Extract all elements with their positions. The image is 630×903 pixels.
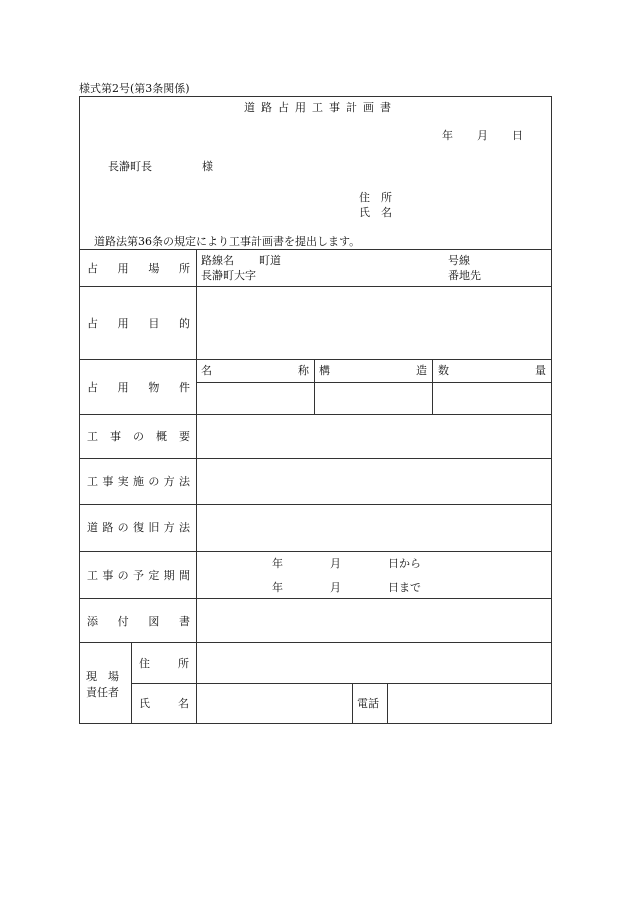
phone-label-right: [387, 683, 388, 724]
lot-label: 番地先: [448, 269, 481, 282]
method-field[interactable]: [198, 460, 550, 503]
phone-label-left: [352, 683, 353, 724]
label-method: [87, 476, 190, 487]
label-objects-text: 占 用 物 件: [87, 381, 190, 394]
site-manager-name-text: 氏 名: [139, 697, 189, 710]
town-road-label: 町道: [259, 254, 281, 267]
label-summary-text: 工 事 の 概 要: [87, 430, 190, 443]
route-name-field[interactable]: [228, 252, 260, 267]
district-field[interactable]: [262, 267, 445, 282]
period-start-month: 月: [330, 557, 341, 570]
label-column-divider: [196, 249, 197, 643]
form-number-label: 様式第2号(第3条関係): [79, 82, 190, 95]
label-period-text: 工 事 の 予 定 期 間: [87, 569, 190, 582]
objects-structure-field[interactable]: [316, 384, 431, 413]
row-line-site-manager-mid: [131, 683, 552, 684]
frame-left: [79, 96, 80, 724]
site-manager-label-line1: 現 場: [86, 670, 119, 683]
period-end-year: 年: [272, 581, 283, 594]
summary-field[interactable]: [198, 416, 550, 457]
site-manager-name-label: [139, 698, 189, 709]
site-manager-name-field[interactable]: [198, 685, 351, 722]
period-start-year: 年: [272, 557, 283, 570]
row-line-header: [79, 249, 552, 250]
period-end-month: 月: [330, 581, 341, 594]
addressee-honorific: 様: [202, 160, 213, 173]
row-line-summary: [79, 458, 552, 459]
row-line-restore: [79, 551, 552, 552]
label-purpose-text: 占 用 目 的: [87, 317, 190, 330]
route-number-label: 号線: [448, 254, 470, 267]
form-title: 道路占用工事計画書: [244, 101, 397, 114]
site-manager-address-label: [139, 658, 189, 669]
label-attachments-text: 添 付 図 書: [87, 615, 190, 628]
frame-top: [79, 96, 552, 97]
row-line-period: [79, 598, 552, 599]
label-location-text: 占 用 場 所: [87, 262, 190, 275]
label-period: [87, 570, 190, 581]
district-label: 長瀞町大字: [201, 269, 256, 282]
objects-col-divider-1: [314, 359, 315, 415]
site-manager-phone-field[interactable]: [389, 685, 550, 722]
date-day: 日: [512, 129, 523, 142]
frame-bottom: [79, 723, 552, 724]
label-summary: [87, 431, 190, 442]
applicant-name-label: 氏 名: [359, 206, 392, 219]
objects-col-quantity: [438, 365, 546, 376]
period-start-day: 日から: [388, 557, 421, 570]
date-year: 年: [442, 129, 453, 142]
label-attachments: [87, 616, 190, 627]
site-manager-address-text: 住 所: [139, 657, 189, 670]
attachments-field[interactable]: [198, 600, 550, 641]
restore-field[interactable]: [198, 506, 550, 550]
site-manager-address-field[interactable]: [198, 644, 550, 682]
label-restore: [87, 522, 190, 533]
site-manager-outer-divider: [131, 642, 132, 724]
site-manager-label-divider: [196, 642, 197, 724]
site-manager-phone-label: 電話: [357, 697, 379, 710]
label-location: [87, 263, 190, 274]
label-purpose: [87, 318, 190, 329]
submission-statement: 道路法第36条の規定により工事計画書を提出します。: [94, 235, 361, 248]
objects-col-structure-text: 構 造: [319, 364, 427, 377]
period-end-day: 日まで: [388, 581, 421, 594]
objects-name-field[interactable]: [198, 384, 313, 413]
label-restore-text: 道 路 の 復 旧 方 法: [87, 521, 190, 534]
frame-right: [551, 96, 552, 724]
row-line-objects-header: [196, 382, 552, 383]
row-line-location: [79, 286, 552, 287]
addressee-name: 長瀞町長: [108, 160, 152, 173]
objects-col-structure: [319, 365, 427, 376]
label-objects: [87, 382, 190, 393]
route-name-label: 路線名: [201, 254, 234, 267]
objects-col-name-text: 名 称: [201, 364, 309, 377]
row-line-purpose: [79, 359, 552, 360]
objects-quantity-field[interactable]: [434, 384, 550, 413]
applicant-address-label: 住 所: [359, 191, 392, 204]
row-line-method: [79, 504, 552, 505]
objects-col-divider-2: [432, 359, 433, 415]
site-manager-label-line2: 責任者: [86, 686, 119, 699]
town-road-name-field[interactable]: [285, 252, 445, 267]
row-line-attachments: [79, 642, 552, 643]
label-method-text: 工 事 実 施 の 方 法: [87, 475, 190, 488]
date-month: 月: [477, 129, 488, 142]
objects-col-quantity-text: 数 量: [438, 364, 546, 377]
objects-col-name: [201, 365, 309, 376]
row-line-objects: [79, 414, 552, 415]
purpose-field[interactable]: [198, 288, 550, 358]
